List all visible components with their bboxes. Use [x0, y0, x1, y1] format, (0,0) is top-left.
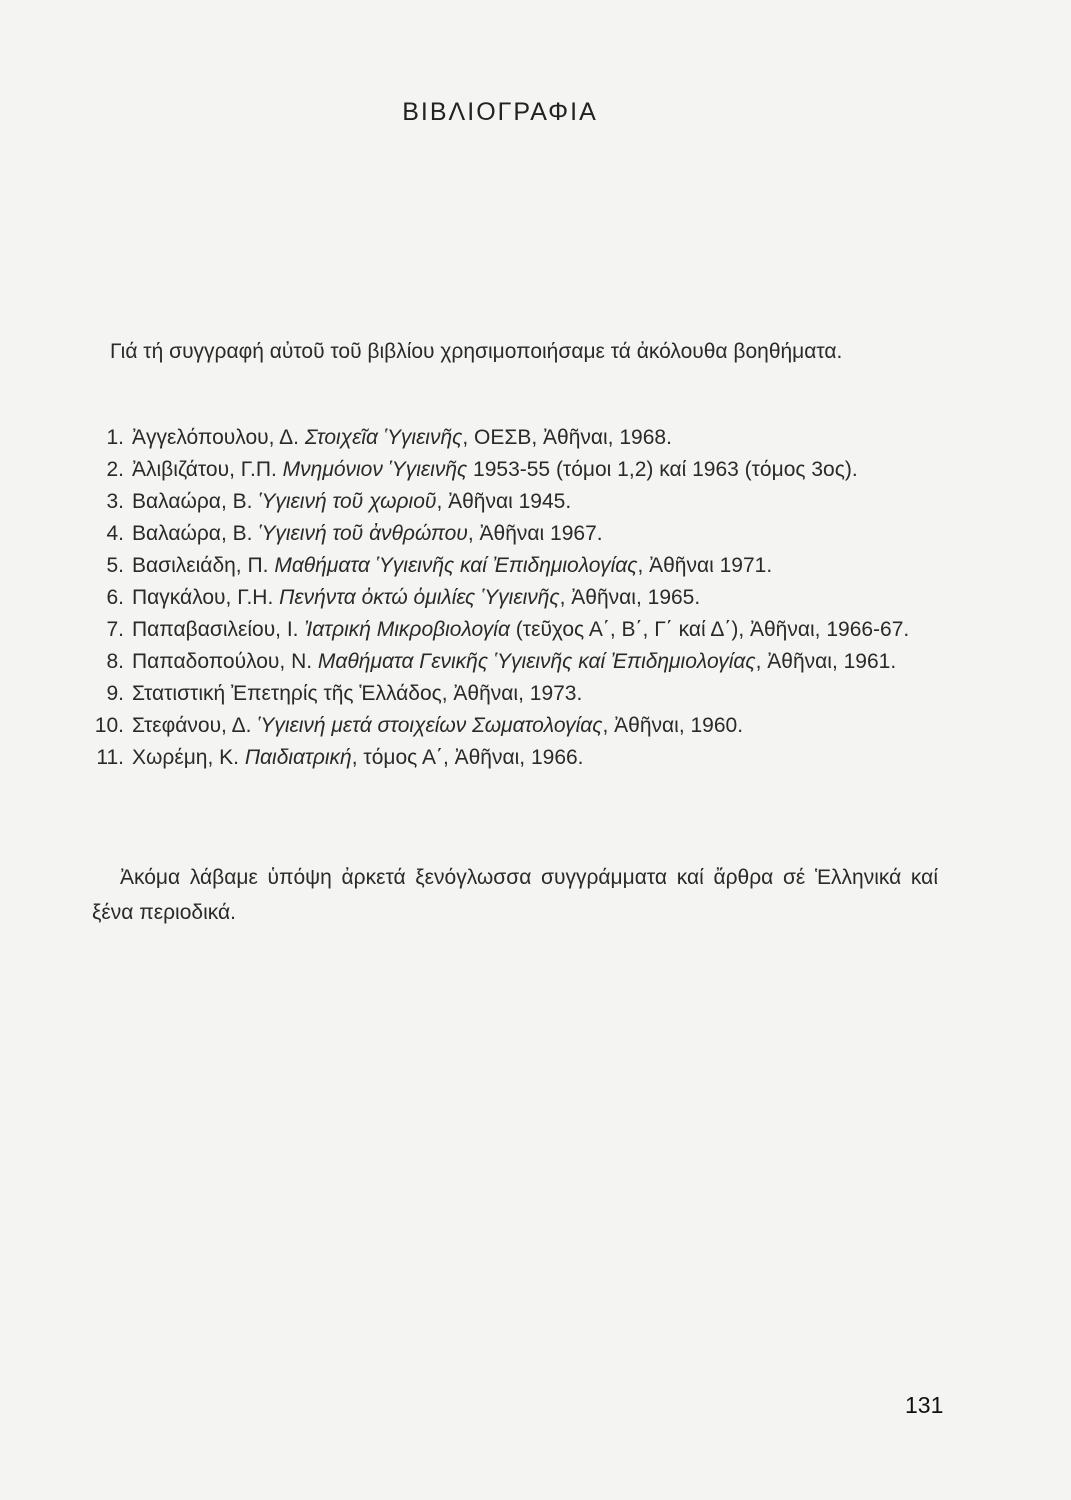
reference-number: 1. — [106, 426, 124, 449]
list-item — [88, 488, 938, 516]
reference-author: Παπαδοπούλου, Ν. — [132, 650, 318, 673]
reference-details: , ΟΕΣΒ, Ἀθῆναι, 1968. — [462, 426, 672, 449]
reference-title: Ἰατρική Μικροβιολογία — [304, 618, 510, 641]
reference-number: 4. — [106, 522, 124, 545]
list-item — [88, 424, 938, 452]
reference-details: , τόμος Α΄, Ἀθῆναι, 1966. — [351, 746, 584, 769]
reference-title: Μαθήματα Γενικῆς Ὑγιεινῆς καί Ἐπιδημιολογίας — [317, 650, 756, 673]
reference-details: 1953-55 (τόμοι 1,2) καί 1963 (τόμος 3ος). — [467, 458, 858, 481]
intro-paragraph: Γιά τή συγγραφή αὐτοῦ τοῦ βιβλίου χρησιμοποιήσαμε τά ἀκόλουθα βοηθήματα. — [110, 340, 843, 363]
reference-author: Στατιστική Ἐπετηρίς τῆς Ἑλλάδος, Ἀθῆναι, 1973. — [132, 682, 583, 705]
list-item — [88, 552, 938, 580]
reference-title: Ὑγιεινή τοῦ ἀνθρώπου — [258, 522, 468, 545]
reference-details: , Ἀθῆναι 1971. — [637, 554, 773, 577]
list-item — [88, 616, 938, 644]
reference-title: Ὑγιεινή τοῦ χωριοῦ — [258, 490, 437, 513]
list-item — [88, 744, 938, 772]
page-title: ΒΙΒΛΙΟΓΡΑΦΙΑ — [402, 98, 598, 126]
reference-number: 10. — [94, 714, 124, 737]
list-item — [88, 520, 938, 548]
list-item — [88, 648, 938, 676]
closing-paragraph: Ἀκόμα λάβαμε ὑπόψη ἀρκετά ξενόγλωσσα συγγράμματα καί ἄρθρα σέ Ἑλληνικά καί ξένα περιοδικά. — [92, 866, 938, 924]
reference-number: 6. — [106, 586, 124, 609]
reference-number: 7. — [106, 618, 124, 641]
reference-title: Παιδιατρική — [244, 746, 352, 769]
reference-author: Βασιλειάδη, Π. — [132, 554, 275, 577]
reference-number: 3. — [106, 490, 124, 513]
reference-author: Παπαβασιλείου, Ι. — [132, 618, 305, 641]
reference-author: Ἀγγελόπουλου, Δ. — [132, 426, 305, 449]
reference-list — [88, 424, 938, 776]
list-item — [88, 584, 938, 612]
reference-number: 11. — [96, 746, 124, 769]
reference-details: , Ἀθῆναι, 1960. — [602, 714, 744, 737]
reference-number: 2. — [106, 458, 124, 481]
reference-title: Μνημόνιον Ὑγιεινῆς — [282, 458, 468, 481]
reference-author: Βαλαώρα, Β. — [132, 490, 259, 513]
page-number: 131 — [905, 1392, 944, 1418]
reference-author: Παγκάλου, Γ.Η. — [132, 586, 280, 609]
reference-details: , Ἀθῆναι, 1961. — [755, 650, 897, 673]
reference-author: Χωρέμη, Κ. — [132, 746, 245, 769]
reference-details: , Ἀθῆναι, 1965. — [559, 586, 701, 609]
reference-title: Πενήντα ὀκτώ ὁμιλίες Ὑγιεινῆς — [279, 586, 560, 609]
reference-number: 9. — [106, 682, 124, 705]
reference-title: Στοιχεῖα Ὑγιεινῆς — [304, 426, 463, 449]
reference-details: , Ἀθῆναι 1945. — [436, 490, 572, 513]
reference-title: Μαθήματα Ὑγιεινῆς καί Ἐπιδημιολογίας — [274, 554, 638, 577]
reference-details: (τεῦχος Α΄, Β΄, Γ΄ καί Δ΄), Ἀθῆναι, 1966-67. — [509, 618, 910, 641]
reference-number: 5. — [106, 554, 124, 577]
reference-title: Ὑγιεινή μετά στοιχείων Σωματολογίας — [257, 714, 603, 737]
reference-author: Στεφάνου, Δ. — [132, 714, 258, 737]
reference-author: Ἀλιβιζάτου, Γ.Π. — [132, 458, 283, 481]
list-item — [88, 680, 938, 708]
list-item — [88, 456, 938, 484]
reference-author: Βαλαώρα, Β. — [132, 522, 259, 545]
reference-number: 8. — [106, 650, 124, 673]
list-item — [88, 712, 938, 740]
reference-details: , Ἀθῆναι 1967. — [467, 522, 603, 545]
